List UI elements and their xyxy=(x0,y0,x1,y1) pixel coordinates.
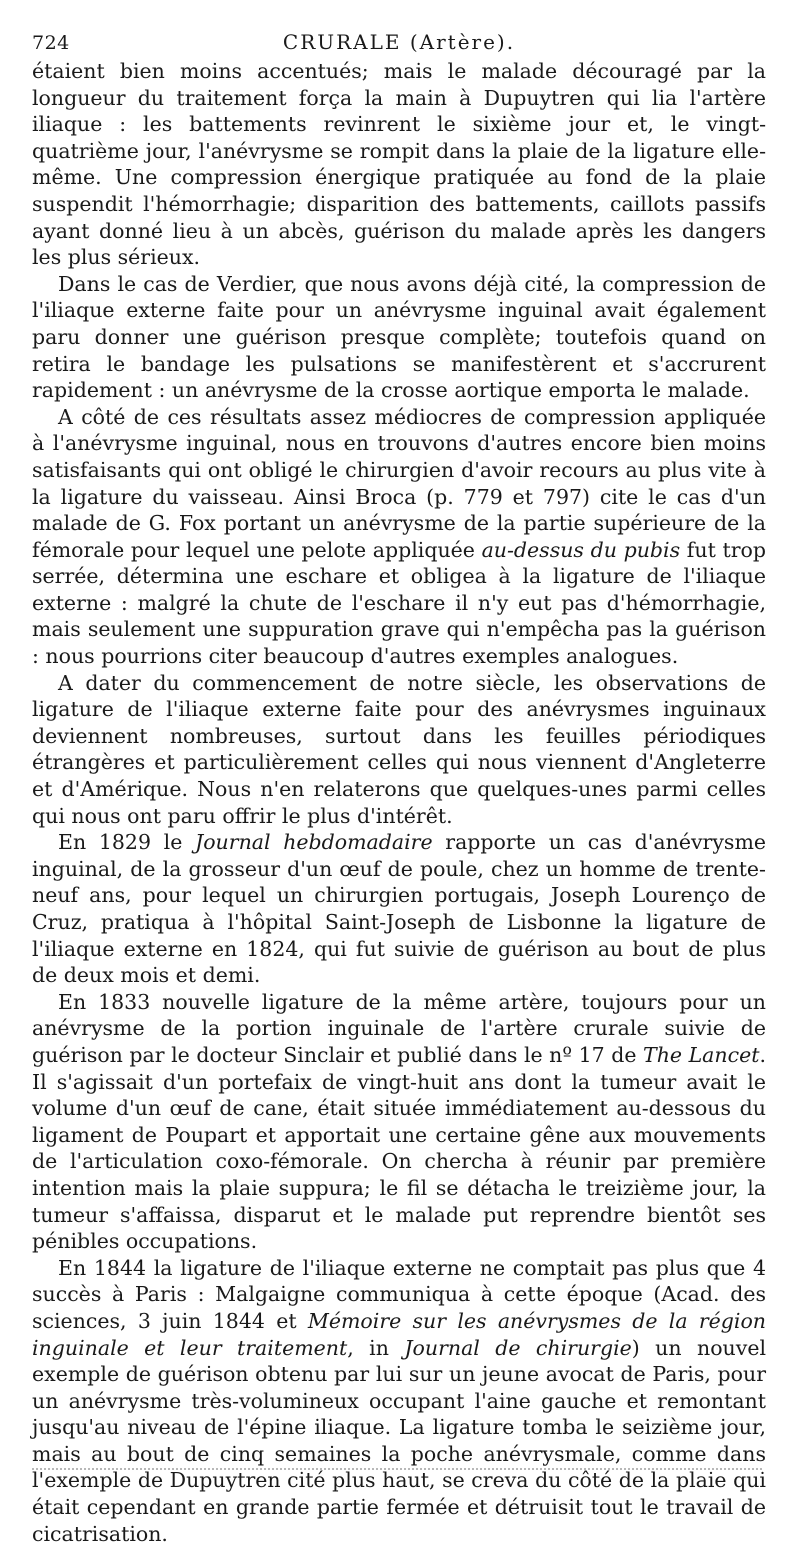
text-run: , in xyxy=(347,1335,405,1360)
paragraph xyxy=(32,58,766,271)
page-number: 724 xyxy=(32,32,70,54)
text-run: ) un nouvel exemple de guérison obtenu par lui sur un jeune avocat de Paris, pour un anévrysme très-volumineux occupant l'aine gauche et remontant jusqu'au niveau de l'épine iliaque. La ligature tomba le seizième jour, mais au bout de cinq semaines la poche anévrysmale, comme dans l'exemple de Dupuytren cité plus haut, se creva du côté de la plaie qui était cependant en grande partie fermée et détruisit tout le travail de cicatrisation. xyxy=(32,1335,767,1546)
text-run: étaient bien moins accentués; mais le malade découragé par la longueur du traitement força la main à Dupuytren qui lia l'artère iliaque : les battements revinrent le sixième jour et, le vingt-quatrième jour, l'anévrysme se rompit dans la plaie de la ligature elle-même. Une compression énergique pratiquée au fond de la plaie suspendit l'hémorrhagie; disparition des battements, caillots passifs ayant donné lieu à un abcès, guérison du malade après les dangers les plus sérieux. xyxy=(32,59,766,270)
running-title: CRURALE (Artère). xyxy=(282,30,516,54)
bottom-dotted-rule xyxy=(32,1468,762,1470)
italic-text: Mémoire sur les anévrysmes de la région inguinale et leur traitement xyxy=(32,1308,766,1360)
italic-text: Journal de chirurgie xyxy=(404,1335,632,1360)
paragraph xyxy=(32,1255,766,1547)
text-run: . Il s'agissait d'un portefaix de vingt-huit ans dont la tumeur avait le volume d'un œuf de cane, était située immédiatement au-dessous du ligament de Poupart et apportait une certaine gêne aux mouvements de l'articulation coxo-fémorale. On chercha à réunir par première intention mais la plaie suppura; le fil se détacha le treizième jour, la tumeur s'affaissa, disparut et le malade put reprendre bientôt ses pénibles occupations. xyxy=(32,1042,766,1254)
text-run: Dans le cas de Verdier, que nous avons déjà cité, la compression de l'iliaque externe faite pour un anévrysme inguinal avait également paru donner une guérison presque complète; toutefois quand on retira le bandage les pulsations se manifestèrent et s'accrurent rapidement : un anévrysme de la crosse aortique emporta le malade. xyxy=(32,271,766,403)
document-page xyxy=(32,26,766,1547)
text-run: rapporte un cas d'anévrysme inguinal, de la grosseur d'un œuf de poule, chez un homme de trente-neuf ans, pour lequel un chirurgien portugais, Joseph Lourenço de Cruz, pratiqua à l'hôpital Saint-Joseph de Lisbonne la ligature de l'iliaque externe en 1824, qui fut suivie de guérison au bout de plus de deux mois et demi. xyxy=(32,830,767,988)
paragraph xyxy=(32,829,766,989)
italic-text: Journal hebdomadaire xyxy=(195,830,433,855)
text-run: fut trop serrée, détermina une eschare et obligea à la ligature de l'iliaque externe : malgré la chute de l'eschare il n'y eut pas d'hémorrhagie, mais seulement une suppuration grave qui n'empêcha pas la guérison : nous pourrions citer beaucoup d'autres exemples analogues. xyxy=(32,537,766,669)
italic-text: The Lancet xyxy=(643,1042,760,1067)
page-header xyxy=(32,26,766,58)
italic-text: au-dessus du pubis xyxy=(481,537,681,562)
text-run: En 1833 nouvelle ligature de la même artère, toujours pour un anévrysme de la portion inguinale de l'artère crurale suivie de guérison par le docteur Sinclair et publié dans le nº 17 de xyxy=(32,989,766,1067)
text-run: A côté de ces résultats assez médiocres de compression appliquée à l'anévrysme inguinal, nous en trouvons d'autres encore bien moins satisfaisants qui ont obligé le chirurgien d'avoir recours au plus vite à la ligature du vaisseau. Ainsi Broca (p. 779 et 797) cite le cas d'un malade de G. Fox portant un anévrysme de la partie supérieure de la fémorale pour lequel une pelote appliquée xyxy=(32,404,766,562)
body-text xyxy=(32,58,766,1547)
paragraph xyxy=(32,670,766,830)
paragraph xyxy=(32,989,766,1255)
text-run: A dater du commencement de notre siècle, les observations de ligature de l'iliaque externe faite pour des anévrysmes inguinaux deviennent nombreuses, surtout dans les feuilles périodiques étrangères et particulièrement celles qui nous viennent d'Angleterre et d'Amérique. Nous n'en relaterons que quelques-unes parmi celles qui nous ont paru offrir le plus d'intérêt. xyxy=(32,670,766,828)
paragraph xyxy=(32,271,766,404)
paragraph xyxy=(32,404,766,670)
text-run: En 1844 la ligature de l'iliaque externe ne comptait pas plus que 4 succès à Paris : Malgaigne communiqua à cette époque (Acad. des sciences, 3 juin 1844 et xyxy=(32,1255,766,1333)
text-run: En 1829 le xyxy=(58,830,195,855)
